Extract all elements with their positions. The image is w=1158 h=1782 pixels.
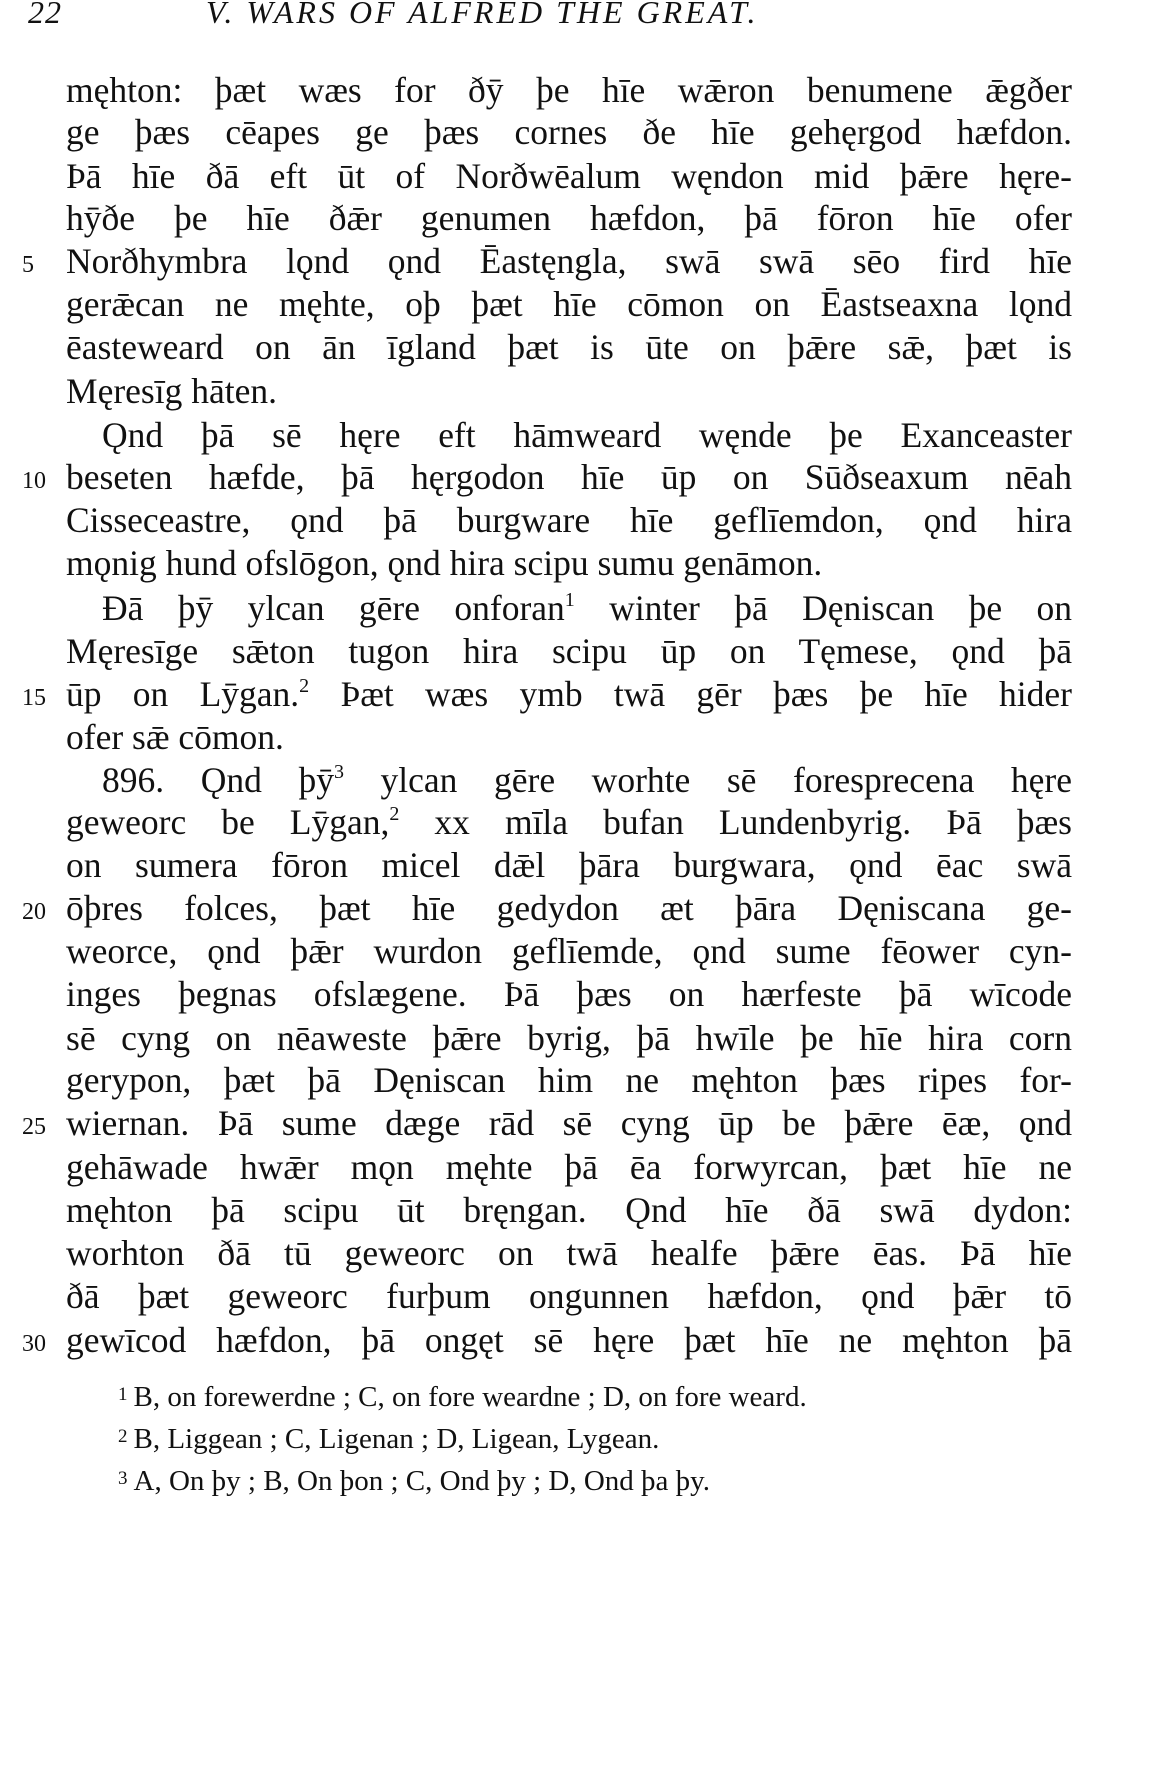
text-line (102, 588, 1072, 628)
line-text: Ǫnd þā sē hęre eft hāmweard węnde þe Exanceaster (102, 415, 1072, 455)
line-text-continued: winter þā Dęniscan þe on (574, 588, 1072, 628)
line-text: sē cyng on nēaweste þǣre byrig, þā hwīle þe hīe hira corn (66, 1018, 1072, 1058)
text-line (66, 156, 1072, 196)
line-number: 10 (22, 468, 46, 494)
running-head (0, 0, 1158, 40)
line-text: inges þegnas ofslægene. Þā þæs on hærfeste þā wīcode (66, 974, 1072, 1014)
line-text: Norðhymbra lǫnd ǫnd Ēastęngla, swā swā sēo fird hīe (66, 241, 1072, 281)
text-line (66, 70, 1072, 110)
text-line (66, 931, 1072, 971)
line-number: 25 (22, 1114, 46, 1140)
footnote-reference: 2 (389, 803, 400, 825)
line-text: męhton þā scipu ūt bręngan. Ǫnd hīe ðā swā dydon: (66, 1190, 1072, 1230)
text-line (66, 1060, 1072, 1100)
text-line (66, 241, 1072, 281)
footnote-text: A, On þy ; B, On þon ; C, Ond þy ; D, Ond þa þy. (133, 1465, 711, 1497)
footnote-text: B, Liggean ; C, Ligenan ; D, Ligean, Lygean. (133, 1423, 660, 1455)
line-text: geweorc be Lӯgan, (66, 802, 390, 842)
page-number: 22 (28, 0, 62, 30)
line-number: 15 (22, 685, 46, 711)
line-text: gewīcod hæfdon, þā ongęt sē hęre þæt hīe ne męhton þā (66, 1320, 1072, 1360)
text-line (66, 888, 1072, 928)
line-text: beseten hæfde, þā hęrgodon hīe ūp on Sūðseaxum nēah (66, 457, 1072, 497)
line-text: mǫnig hund ofslōgon, ǫnd hira scipu sumu genāmon. (66, 543, 823, 583)
line-number: 5 (22, 252, 34, 278)
line-number: 30 (22, 1331, 46, 1357)
line-text: Cisseceastre, ǫnd þā burgware hīe geflīemdon, ǫnd hira (66, 500, 1072, 540)
text-line (66, 1190, 1072, 1230)
text-line (102, 760, 1072, 800)
footnote-mark: 3 (118, 1468, 128, 1489)
text-line (66, 1276, 1072, 1316)
line-text: wiernan. Þā sume dæge rād sē cyng ūp be þǣre ēæ, ǫnd (66, 1103, 1072, 1143)
footnote-mark: 1 (118, 1384, 128, 1405)
text-line (66, 1103, 1072, 1143)
footnote (118, 1378, 807, 1414)
text-line (66, 500, 1072, 540)
text-line (66, 674, 1072, 714)
line-text: gerypon, þæt þā Dęniscan him ne męhton þæs ripes for- (66, 1060, 1072, 1100)
text-line (66, 802, 1072, 842)
line-text: Męresīg hāten. (66, 371, 277, 411)
footnote-reference: 1 (564, 589, 575, 611)
text-line (66, 1147, 1072, 1187)
footnote-reference: 2 (299, 675, 310, 697)
text-line (66, 1233, 1072, 1273)
text-line (66, 284, 1072, 324)
line-text: ēasteweard on ān īgland þæt is ūte on þǣre sǣ, þæt is (66, 327, 1072, 367)
line-text: Þā hīe ðā eft ūt of Norðwēalum węndon mid þǣre hęre- (66, 156, 1072, 196)
text-line (66, 543, 1072, 583)
footnote (118, 1420, 659, 1456)
footnote-mark: 2 (118, 1426, 128, 1447)
text-line (66, 112, 1072, 152)
line-text: gerǣcan ne męhte, oþ þæt hīe cōmon on Ēastseaxna lǫnd (66, 284, 1072, 324)
line-text-continued: Þæt wæs ymb twā gēr þæs þe hīe hider (309, 674, 1072, 714)
line-text: ūp on Lӯgan. (66, 674, 300, 714)
line-text: ofer sǣ cōmon. (66, 717, 284, 757)
line-text: Męresīge sǣton tugon hira scipu ūp on Tęmese, ǫnd þā (66, 631, 1072, 671)
text-line (102, 415, 1072, 455)
line-text: worhton ðā tū geweorc on twā healfe þǣre ēas. Þā hīe (66, 1233, 1072, 1273)
line-text: gehāwade hwǣr mǫn męhte þā ēa forwyrcan, þæt hīe ne (66, 1147, 1072, 1187)
text-line (66, 198, 1072, 238)
line-text-continued: xx mīla bufan Lundenbyrig. Þā þæs (399, 802, 1072, 842)
line-text: on sumera fōron micel dǣl þāra burgwara, ǫnd ēac swā (66, 845, 1072, 885)
line-text: weorce, ǫnd þǣr wurdon geflīemde, ǫnd sume fēower cyn- (66, 931, 1072, 971)
line-text: ge þæs cēapes ge þæs cornes ðe hīe gehęrgod hæfdon. (66, 112, 1072, 152)
line-text: męhton: þæt wæs for ðӯ þe hīe wǣron benumene ǣgðer (66, 70, 1072, 110)
running-title: V. WARS OF ALFRED THE GREAT. (206, 0, 759, 30)
line-text: 896. Ǫnd þӯ (102, 760, 334, 800)
text-line (66, 1320, 1072, 1360)
line-text: hӯðe þe hīe ðǣr genumen hæfdon, þā fōron hīe ofer (66, 198, 1072, 238)
text-line (66, 457, 1072, 497)
line-text-continued: ylcan gēre worhte sē foresprecena hęre (343, 760, 1073, 800)
text-line (66, 371, 1072, 411)
footnote (118, 1462, 710, 1498)
line-text: ðā þæt geweorc furþum ongunnen hæfdon, ǫnd þǣr tō (66, 1276, 1072, 1316)
text-line (66, 1018, 1072, 1058)
line-number: 20 (22, 899, 46, 925)
text-line (66, 327, 1072, 367)
line-text: ōþres folces, þæt hīe gedydon æt þāra Dęniscana ge- (66, 888, 1072, 928)
text-line (66, 974, 1072, 1014)
text-line (66, 631, 1072, 671)
footnote-text: B, on forewerdne ; C, on fore weardne ; D, on fore weard. (133, 1381, 807, 1413)
text-line (66, 845, 1072, 885)
line-text: Ðā þӯ ylcan gēre onforan (102, 588, 565, 628)
text-line (66, 717, 1072, 757)
footnote-reference: 3 (333, 761, 344, 783)
